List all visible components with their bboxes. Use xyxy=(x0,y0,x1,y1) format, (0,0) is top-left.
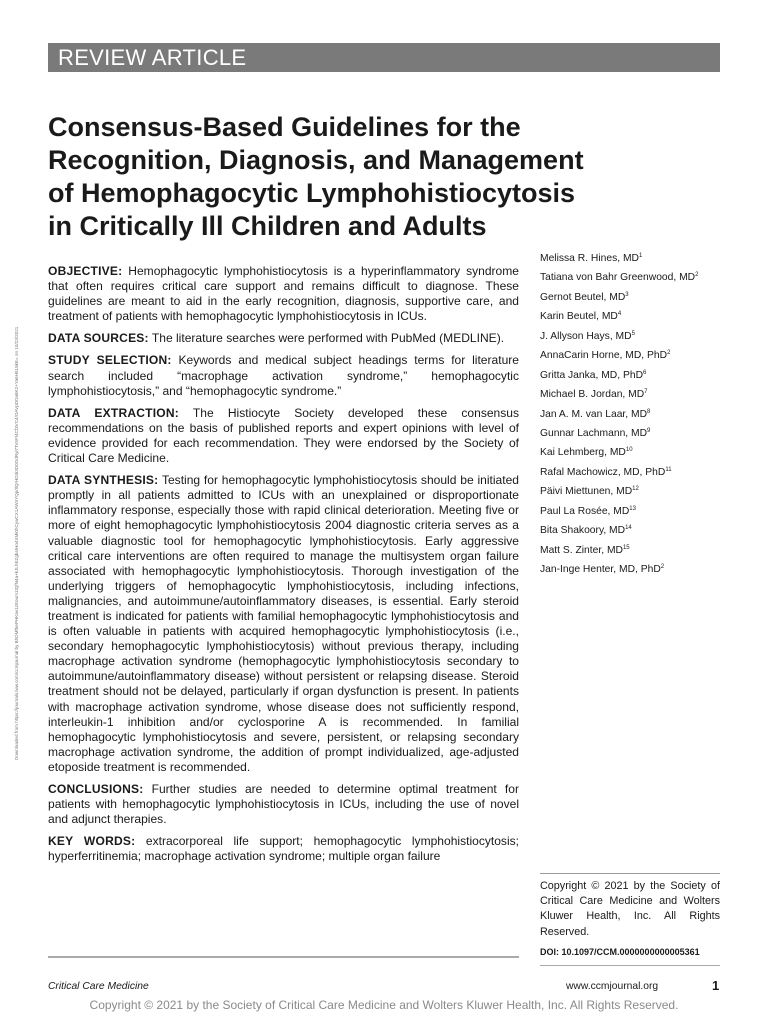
abstract-text: The Histiocyte Society developed these consensus recommendations on the basis of published reports and expert opinions with level of evidence provided for each recommendation. They were endorsed by the Society of Critical Care Medicine. xyxy=(48,405,519,466)
section-label: REVIEW ARTICLE xyxy=(58,45,247,70)
abstract-study-selection xyxy=(48,353,519,398)
abstract-objective xyxy=(48,264,519,324)
author: Rafal Machowicz, MD, PhD$^{11}$ xyxy=(540,466,672,478)
title-line: of Hemophagocytic Lymphohistiocytosis xyxy=(48,178,576,208)
article-title xyxy=(48,111,698,243)
author: Melissa R. Hines, $MD^1$ xyxy=(540,253,643,264)
title-line: in Critically Ill Children and Adults xyxy=(48,211,487,241)
footer-url[interactable]: www.ccmjournal.org xyxy=(566,981,659,992)
abstract-text: Keywords and medical subject headings terms for literature search included “macrophage activation syndrome,” hemophagocytic lymphohistiocytosis,” and “hemophagocytic syndrome.” xyxy=(48,353,519,398)
copyright-box: Copyright © 2021 by the Society of Critical Care Medicine and Wolters Kluwer Health, Inc. All Rights Reserved. xyxy=(540,873,720,940)
author: Paul La Rosée, MD$^{13}$ xyxy=(540,505,636,517)
page-number: 1 xyxy=(712,978,720,993)
author: Gernot Beutel, $MD^3$ xyxy=(540,291,629,303)
author: Tatiana von Bahr Greenwood, $MD^2$ xyxy=(540,272,699,284)
author: Jan-Inge Henter, MD, PhD$^2$ xyxy=(540,564,665,575)
title-line: Recognition, Diagnosis, and Management xyxy=(48,145,584,175)
author: Karin Beutel, $MD^4$ xyxy=(540,311,622,323)
abstract-label: DATA SYNTHESIS: xyxy=(48,473,159,488)
abstract-label: DATA EXTRACTION: xyxy=(48,405,179,420)
abstract-text: extracorporeal life support; hemophagocytic lymphohistiocytosis; hyperferritinemia; macrophage activation syndrome; multiple organ failure xyxy=(48,834,519,864)
doi-label: DOI: xyxy=(540,947,559,957)
author: Matt S. Zinter, MD$^{15}$ xyxy=(540,544,630,556)
doi-value[interactable]: 10.1097/CCM.0000000000005361 xyxy=(559,947,700,957)
doi[interactable] xyxy=(540,947,725,957)
title-line: Consensus-Based Guidelines for the xyxy=(48,112,521,142)
author: Michael B. Jordan, $MD^7$ xyxy=(540,389,648,401)
author-list xyxy=(540,253,740,583)
author: Gritta Janka, MD, PhD$^6$ xyxy=(540,369,647,381)
abstract-label: OBJECTIVE: xyxy=(48,264,123,278)
footer-copyright: Copyright © 2021 by the Society of Critical Care Medicine and Wolters Kluwer Health, Inc. All Rights Reserved. xyxy=(89,998,679,1012)
abstract-text: Further studies are needed to determine optimal treatment for patients with hemophagocytic lymphohistiocytosis in ICUs, including the use of novel and adjunct therapies. xyxy=(48,782,519,827)
author: AnnaCarin Horne, MD, PhD$^2$ xyxy=(540,350,671,362)
download-note[interactable]: Downloaded from https://journals.lww.com/ccmjournal by BhDMf5ePHKav1zEoum1tQfN4a+kJLhEZgbsIHo4XMi0hCywCX1AWnYQp/IlQrHD3i3D0OdRyi7TvSFl4Cf3VC4/OAVpDDa8K2+Ya6H515kE= on 10/23/2021 xyxy=(14,326,19,760)
author: J. Allyson Hays, $MD^5$ xyxy=(540,330,635,342)
abstract-label: CONCLUSIONS: xyxy=(48,782,144,796)
abstract-conclusions xyxy=(48,782,519,827)
abstract-text: The literature searches were performed with PubMed (MEDLINE). xyxy=(148,331,505,346)
divider xyxy=(540,965,720,966)
abstract-key-words xyxy=(48,834,519,864)
abstract-label: DATA SOURCES: xyxy=(48,331,149,346)
abstract-data-extraction xyxy=(48,406,519,466)
section-banner xyxy=(48,43,720,72)
author: Kai Lehmberg, MD$^{10}$ xyxy=(540,447,633,459)
author: Päivi Miettunen, MD$^{12}$ xyxy=(540,486,639,498)
author: Jan A. M. van Laar, $MD^8$ xyxy=(540,408,651,420)
divider xyxy=(48,956,519,958)
author: Gunnar Lachmann, $MD^9$ xyxy=(540,427,651,439)
abstract xyxy=(48,264,519,871)
abstract-text: Testing for hemophagocytic lymphohistiocytosis should be initiated promptly in all patients admitted to ICUs with an unexplained or disproportionate inflammatory response, especially those with rapid clinical deterioration. Meeting five or more of eight hemophagocytic lymphohistiocytosis 2004 diagnostic criteria serves as a valuable diagnostic tool for hemophagocytic lymphohistiocytosis. Early aggressive critical care interventions are often required to manage the multisystem organ failure associated with hemophagocytic lymphohistiocytosis. Thorough investigation of the underlying triggers of hemophagocytic lymphohistiocytosis, including infections, malignancies, and autoimmune/autoinflammatory diseases, is essential. Early steroid treatment is indicated for patients with familial hemophagocytic lymphohistiocytosis and is often valuable in patients with acquired hemophagocytic lymphohistiocytosis (i.e., secondary hemophagocytic lymphohistiocytosis) without previous therapy, including macrophage activation syndrome (hemophagocytic lymphohistiocytosis secondary to autoimmune/autoinflammatory disease) without persistent or relapsing disease. Steroid treatment should not be delayed, particularly if organ dysfunction is present. In patients with macrophage activation syndrome, whose disease does not sufficiently respond, interleukin-1 inhibition and/or cyclosporine A is recommended. In familial hemophagocytic lymphohistiocytosis and severe, persistent, or relapsing secondary macrophage activation syndrome, the addition of prompt individualized, age-adjusted etoposide treatment is recommended. xyxy=(48,473,519,774)
abstract-text: Hemophagocytic lymphohistiocytosis is a hyperinflammatory syndrome that often requires critical care support and remains difficult to diagnose. These guidelines are meant to aid in the early recognition, diagnosis, supportive care, and treatment of patients with hemophagocytic lymphohistiocytosis in ICUs. xyxy=(48,264,519,324)
abstract-label: STUDY SELECTION: xyxy=(48,353,172,368)
abstract-data-synthesis xyxy=(48,473,519,775)
abstract-data-sources xyxy=(48,331,519,346)
author: Bita Shakoory, MD$^{14}$ xyxy=(540,525,632,537)
footer-journal-name: Critical Care Medicine xyxy=(48,981,149,992)
abstract-label: KEY WORDS: xyxy=(48,834,136,849)
